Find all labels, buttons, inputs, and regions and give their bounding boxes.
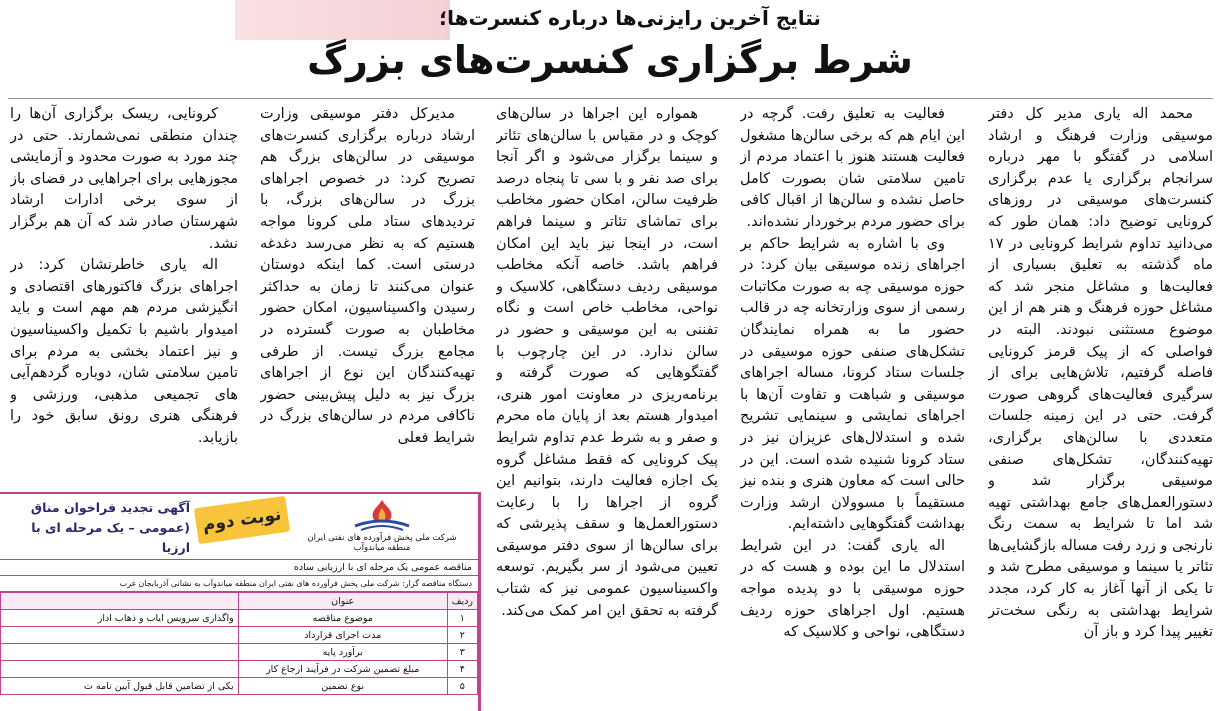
ad-title-line-1: آگهی تجدید فراخوان مناق	[30, 500, 190, 515]
article-column-3	[496, 104, 718, 704]
table-header-row	[1, 593, 478, 610]
ad-title	[0, 498, 190, 558]
paragraph: اله یاری گفت: در این شرایط استدلال ما این بوده و هست که در حوزه موسیقی با دو پدیده مواجه هستیم. اول اجراهای حوزه ردیف دستگاهی، نواحی و کلاسیک که	[740, 537, 965, 641]
round-badge: نوبت دوم	[194, 496, 290, 544]
row-topic: موضوع مناقصه	[238, 610, 447, 627]
paragraph: مدیرکل دفتر موسیقی وزارت ارشاد درباره برگزاری کنسرت‌های موسیقی در سالن‌های بزرگ هم تصریح کرد: در خصوص اجراهای بزرگ در سالن‌های بزرگ، با تردیدهای ستاد ملی کرونا مواجه هستیم که به نظر می‌رسد دغدغه درستی است. کما اینکه دوستان عنوان می‌کنند تا زمان به حداکثر رسیدن واکسیناسیون، امکان حضور مخاطبان به صورت گسترده در مجامع بزرگ نیست. از طرفی تهیه‌کنندگان این نوع از اجراهای بزرگ نیز به دلیل پیش‌بینی حضور ناکافی مردم در سالن‌های بزرگ در شرایط فعلی	[260, 106, 475, 446]
ad-title-line-2: (عمومی – یک مرحله ای با ارزیا	[31, 520, 190, 555]
row-topic: مبلغ تضمین شرکت در فرآیند ارجاع کار	[238, 661, 447, 678]
table-row	[1, 661, 478, 678]
row-topic: نوع تضمین	[238, 678, 447, 695]
table-row	[1, 644, 478, 661]
ad-header	[0, 494, 478, 560]
company-logo	[292, 498, 472, 553]
table-header-index: ردیف	[447, 593, 477, 610]
row-index: ۲	[447, 627, 477, 644]
row-index: ۳	[447, 644, 477, 661]
table-row	[1, 678, 478, 695]
ad-line-tender-type: مناقصه عمومی یک مرحله ای با ارزیابی ساده	[0, 560, 478, 576]
row-index: ۱	[447, 610, 477, 627]
table-header-value	[1, 593, 239, 610]
article-column-2	[740, 104, 965, 704]
ad-line-organizer: دستگاه مناقصه گزار: شرکت ملی پخش فرآورده های نفتی ایران منطقه میاندوآب به نشانی آذربایجان غرب	[0, 576, 478, 592]
table-row	[1, 610, 478, 627]
header-divider	[8, 98, 1213, 99]
row-value	[1, 644, 239, 661]
flame-logo-icon	[347, 498, 417, 532]
company-name: شرکت ملی پخش فرآورده های نفتی ایران	[307, 533, 457, 543]
paragraph: محمد اله یاری مدیر کل دفتر موسیقی وزارت فرهنگ و ارشاد اسلامی در گفتگو با مهر درباره سرانجام برگزاری یا عدم برگزاری کنسرت‌های موسیقی در روزهای کرونایی توضیح داد: همان طور که می‌دانید تداوم شرایط کرونایی در ۱۷ ماه گذشته به تعلیق بسیاری از فعالیت‌ها و مشاغل منجر شد که مشاغل حوزه فرهنگ و هنر هم از این موضوع مستثنی نبودند. البته در فواصلی که از پیک قرمز کرونایی فاصله گرفتیم، تلاش‌هایی برای از سرگیری فعالیت‌های گروهی صورت گرفت. حتی در این زمینه جلسات متعددی با سالن‌های برگزاری، تهیه‌کنندگان، تشکل‌های صنفی موسیقی برگزار شد و دستورالعمل‌های جامع بهداشتی تهیه شد اما تا شرایط به سمت رنگ نارنجی و زرد رفت مساله بازگشایی‌ها تئاتر یا سینما و موسیقی مطرح شد و تا یکی از آنها آغاز به کار کرد، مجدد شرایط بهداشتی به رنگی سخت‌تر تغییر پیدا کرد و باز آن	[988, 106, 1213, 641]
row-topic: برآورد پایه	[238, 644, 447, 661]
row-index: ۴	[447, 661, 477, 678]
article-column-5	[10, 104, 238, 489]
row-index: ۵	[447, 678, 477, 695]
paragraph: اله یاری خاطرنشان کرد: در اجراهای بزرگ فاکتورهای اقتصادی و انگیزشی مردم هم مهم است و باید امیدوار باشیم با تکمیل واکسیناسیون و نیز اعتماد بخشی به مردم برای تامین سلامتی شان، دوباره گردهم‌آیی های تجمیعی مذهبی، ورزشی و فرهنگی هنری رونق سابق خود را بازیابد.	[10, 257, 238, 446]
tender-table	[0, 592, 478, 695]
tender-advertisement	[0, 492, 481, 711]
row-value	[1, 661, 239, 678]
row-value	[1, 627, 239, 644]
row-topic: مدت اجرای قرارداد	[238, 627, 447, 644]
row-value: یکی از تضامین قابل قبول آیین نامه ت	[1, 678, 239, 695]
company-region: منطقه میاندوآب	[353, 543, 411, 553]
paragraph: کرونایی، ریسک برگزاری آن‌ها را چندان منطقی نمی‌شمارند. حتی در چند مورد به صورت محدود و آزمایشی مجوزهایی برای اجراهایی در فضای باز از سوی برخی ادارات ارشاد شهرستان صادر شد که آن هم برگزار نشد.	[10, 106, 238, 252]
article-column-4	[260, 104, 475, 489]
article-column-1	[988, 104, 1213, 704]
kicker-title: نتایج آخرین رایزنی‌ها درباره کنسرت‌ها؛	[439, 6, 821, 30]
table-header-topic: عنوان	[238, 593, 447, 610]
table-row	[1, 627, 478, 644]
paragraph: همواره این اجراها در سالن‌های کوچک و در مقیاس با سالن‌های تئاتر و سینما برگزار می‌شود و اگر آنجا برای صد نفر و با سی تا پنجاه درصد ظرفیت سالن، امکان حضور مخاطب برای تماشای تئاتر و سینما فراهم است، در اینجا نیز باید این امکان فراهم باشد. خاصه آنکه مخاطب موسیقی ردیف دستگاهی، کلاسیک و نواحی، مخاطب خاص است و نگاه تفننی به این موسیقی و حضور در سالن ندارد. در این چارچوب با گفتگوهایی که صورت گرفته و برنامه‌ریزی در معاونت امور هنری، امیدوار هستم بعد از پایان ماه محرم و صفر و به شرط عدم تداوم شرایط پیک کرونایی که فقط مشاغل گروه یک اجازه فعالیت دارند، بتوانیم این گروه از اجراها را با رعایت دستورالعمل‌ها و سقف پذیرشی که برای سالن‌ها از سوی دفتر موسیقی تعیین می‌شود از سر بگیریم. توسعه واکسیناسیون عمومی نیز که شتاب گرفته به تحقق این امر کمک می‌کند.	[496, 106, 718, 619]
paragraph: وی با اشاره به شرایط حاکم بر اجراهای زنده موسیقی بیان کرد: در حوزه موسیقی چه به صورت مکاتبات رسمی از سوی وزارتخانه چه در قالب حضور ما به همراه نمایندگان تشکل‌های صنفی حوزه موسیقی در جلسات ستاد کرونا، مساله اجراهای موسیقی و شباهت و تفاوت آن‌ها با اجراهای نمایشی و سینمایی تشریح شده و استدلال‌های عزیزان نیز در ستاد کرونا شنیده شده است. این در حالی است که معاون هنری و بنده نیز مستقیماً با مسوولان ارشد وزارت بهداشت گفتگوهایی داشته‌ایم.	[740, 235, 965, 533]
row-value: واگذاری سرویس ایاب و ذهاب ادار	[1, 610, 239, 627]
paragraph: فعالیت به تعلیق رفت. گرچه در این ایام هم که برخی سالن‌ها مشغول فعالیت هستند هنوز با اعتماد مردم از تامین سلامتی شان بصورت کامل حاصل نشده و سالن‌ها از اقبال کافی برای حضور مردم برخوردار نشده‌اند.	[740, 106, 965, 230]
headline: شرط برگزاری کنسرت‌های بزرگ	[307, 38, 913, 82]
